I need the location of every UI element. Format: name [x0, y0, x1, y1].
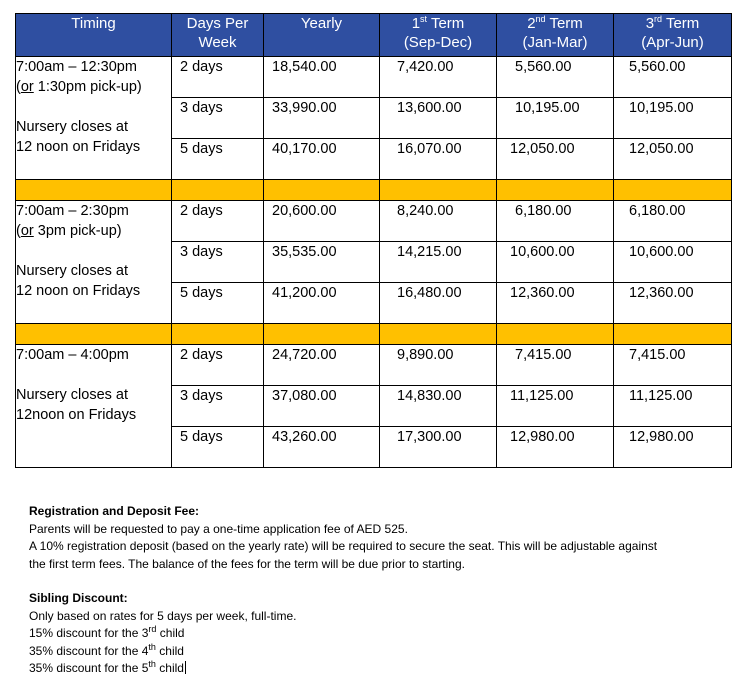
separator-row [16, 180, 732, 201]
header-yearly: Yearly [264, 14, 380, 57]
table-row [16, 345, 732, 386]
fee-notes [29, 503, 729, 678]
term1-cell: 9,890.00 [380, 345, 497, 386]
term2-cell: 12,360.00 [497, 283, 614, 324]
term3-cell: 7,415.00 [614, 345, 732, 386]
table-header [16, 14, 732, 57]
term1-cell: 17,300.00 [380, 427, 497, 468]
term3-cell: 12,360.00 [614, 283, 732, 324]
separator-cell [614, 324, 732, 345]
separator-cell [172, 180, 264, 201]
separator-cell [172, 324, 264, 345]
sibling-discount-4th: 35% discount for the 4th child [29, 641, 184, 658]
days-cell: 5 days [172, 283, 264, 324]
yearly-cell: 18,540.00 [264, 57, 380, 98]
days-cell: 2 days [172, 57, 264, 98]
separator-cell [614, 180, 732, 201]
separator-cell [497, 180, 614, 201]
table-row [16, 201, 732, 242]
term1-cell: 14,830.00 [380, 386, 497, 427]
yearly-cell: 40,170.00 [264, 139, 380, 180]
header-term-2: 2nd Term (Jan-Mar) [497, 14, 614, 57]
header-term-3: 3rd Term (Apr-Jun) [614, 14, 732, 57]
term1-cell: 13,600.00 [380, 98, 497, 139]
term2-cell: 6,180.00 [497, 201, 614, 242]
term3-cell: 6,180.00 [614, 201, 732, 242]
sibling-discount-5th: 35% discount for the 5th child [29, 659, 184, 675]
term2-cell: 7,415.00 [497, 345, 614, 386]
fee-table [15, 13, 732, 468]
registration-line: Parents will be requested to pay a one-time application fee of AED 525. [29, 521, 408, 536]
term1-cell: 16,480.00 [380, 283, 497, 324]
term2-cell: 10,195.00 [497, 98, 614, 139]
sibling-heading: Sibling Discount: [29, 591, 128, 605]
term2-cell: 12,050.00 [497, 139, 614, 180]
term1-cell: 8,240.00 [380, 201, 497, 242]
header-term-1: 1st Term (Sep-Dec) [380, 14, 497, 57]
yearly-cell: 37,080.00 [264, 386, 380, 427]
days-cell: 3 days [172, 242, 264, 283]
yearly-cell: 24,720.00 [264, 345, 380, 386]
registration-line: the first term fees. The balance of the fees for the term will be due prior to starting. [29, 556, 465, 571]
days-cell: 2 days [172, 201, 264, 242]
yearly-cell: 43,260.00 [264, 427, 380, 468]
sibling-line: Only based on rates for 5 days per week, full-time. [29, 608, 297, 623]
term2-cell: 12,980.00 [497, 427, 614, 468]
sibling-discount-3rd: 15% discount for the 3rd child [29, 624, 185, 640]
timing-cell: 7:00am – 4:00pm Nursery closes at 12noon on Fridays [16, 345, 172, 468]
term3-cell: 10,600.00 [614, 242, 732, 283]
separator-cell [16, 180, 172, 201]
separator-cell [16, 324, 172, 345]
days-cell: 2 days [172, 345, 264, 386]
term3-cell: 10,195.00 [614, 98, 732, 139]
yearly-cell: 35,535.00 [264, 242, 380, 283]
yearly-cell: 20,600.00 [264, 201, 380, 242]
term1-cell: 7,420.00 [380, 57, 497, 98]
yearly-cell: 33,990.00 [264, 98, 380, 139]
header-timing: Timing [16, 14, 172, 57]
separator-cell [264, 324, 380, 345]
term3-cell: 5,560.00 [614, 57, 732, 98]
term1-cell: 16,070.00 [380, 139, 497, 180]
days-cell: 3 days [172, 386, 264, 427]
days-cell: 5 days [172, 139, 264, 180]
separator-cell [380, 180, 497, 201]
term2-cell: 5,560.00 [497, 57, 614, 98]
term3-cell: 12,050.00 [614, 139, 732, 180]
term3-cell: 11,125.00 [614, 386, 732, 427]
text-cursor [185, 661, 186, 674]
separator-cell [380, 324, 497, 345]
table-row [16, 57, 732, 98]
term1-cell: 14,215.00 [380, 242, 497, 283]
term2-cell: 11,125.00 [497, 386, 614, 427]
term3-cell: 12,980.00 [614, 427, 732, 468]
registration-heading: Registration and Deposit Fee: [29, 504, 200, 518]
separator-row [16, 324, 732, 345]
registration-line: A 10% registration deposit (based on the yearly rate) will be required to secure the seat. This will be adjustable against [29, 539, 658, 553]
header-days-per-week: Days Per Week [172, 14, 264, 57]
term2-cell: 10,600.00 [497, 242, 614, 283]
timing-cell: 7:00am – 12:30pm (or 1:30pm pick-up) Nursery closes at 12 noon on Fridays [16, 57, 172, 180]
separator-cell [264, 180, 380, 201]
timing-cell: 7:00am – 2:30pm (or 3pm pick-up) Nursery closes at 12 noon on Fridays [16, 201, 172, 324]
yearly-cell: 41,200.00 [264, 283, 380, 324]
days-cell: 5 days [172, 427, 264, 468]
days-cell: 3 days [172, 98, 264, 139]
separator-cell [497, 324, 614, 345]
